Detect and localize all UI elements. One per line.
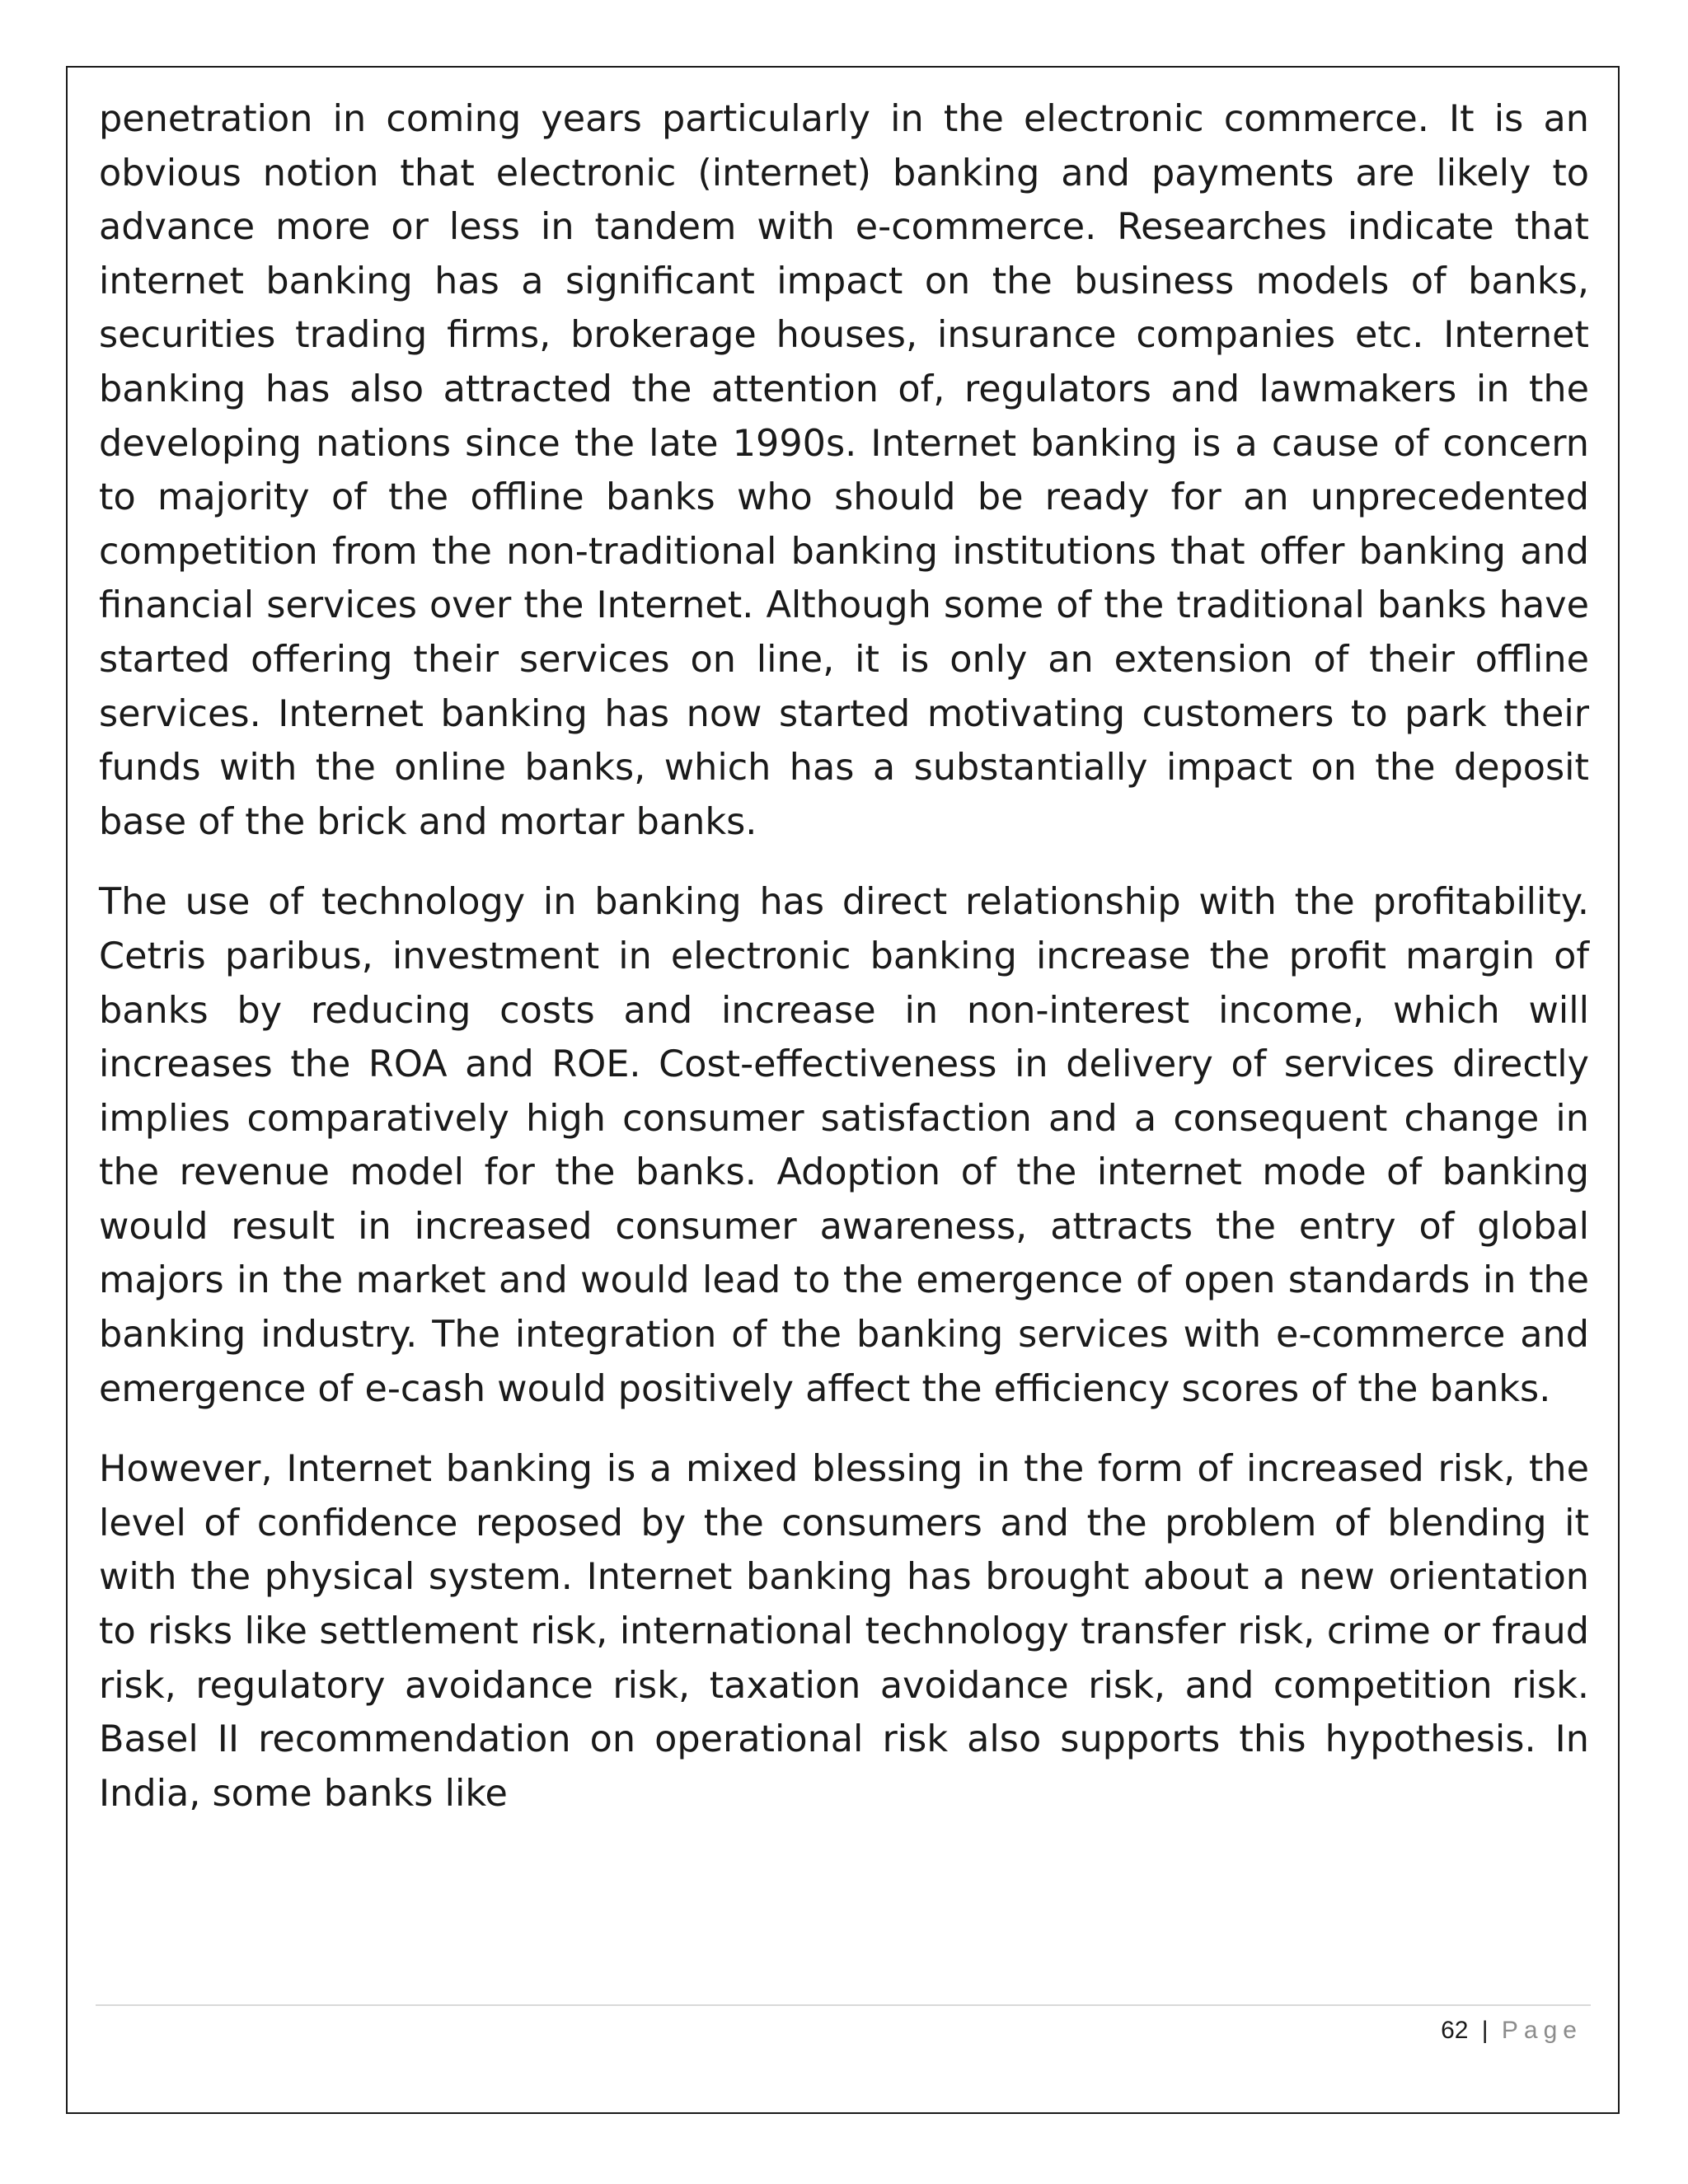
paragraph-3: However, Internet banking is a mixed blessing in the form of increased risk, the level of confidence reposed by the consumers and the problem of blending it with the physical system. Internet banking has brought about a new orientation to risks like settlement risk, international technology transfer risk, crime or fraud risk, regulatory avoidance risk, taxation avoidance risk, and competition risk. Basel II recommendation on operational risk also supports this hypothesis. In India, some banks like bbox=[99, 1448, 1589, 1815]
paragraph-1: penetration in coming years particularly in the electronic commerce. It is an obvious notion that electronic (internet) banking and payments are likely to advance more or less in tandem with e-commerce. Researches indicate that internet banking has a significant impact on the business models of banks, securities trading firms, brokerage houses, insurance companies etc. Internet banking has also attracted the attention of, regulators and lawmakers in the developing nations since the late 1990s. Internet banking is a cause of concern to majority of the offline banks who should be ready for an unprecedented competition from the non-traditional banking institutions that offer banking and financial services over the Internet. Although some of the traditional banks have started offering their services on line, it is only an extension of their offline services. Internet banking has now started motivating customers to park their funds with the online banks, which has a substantially impact on the deposit base of the brick and mortar banks. bbox=[99, 98, 1589, 843]
page-footer bbox=[1441, 2014, 1582, 2047]
paragraph-2: The use of technology in banking has direct relationship with the profitability. Cetris paribus, investment in electronic banking increase the profit margin of banks by reducing costs and increase in non-interest income, which will increases the ROA and ROE. Cost-effectiveness in delivery of services directly implies comparatively high consumer satisfaction and a consequent change in the revenue model for the banks. Adoption of the internet mode of banking would result in increased consumer awareness, attracts the entry of global majors in the market and would lead to the emergence of open standards in the banking industry. The integration of the banking services with e-commerce and emergence of e-cash would positively affect the efficiency scores of the banks. bbox=[99, 881, 1589, 1410]
document-body bbox=[99, 92, 1589, 1847]
footer-separator: | bbox=[1481, 2017, 1489, 2044]
footer-divider bbox=[96, 2004, 1591, 2006]
page-label: Page bbox=[1501, 2017, 1582, 2044]
page-number: 62 bbox=[1441, 2017, 1469, 2044]
